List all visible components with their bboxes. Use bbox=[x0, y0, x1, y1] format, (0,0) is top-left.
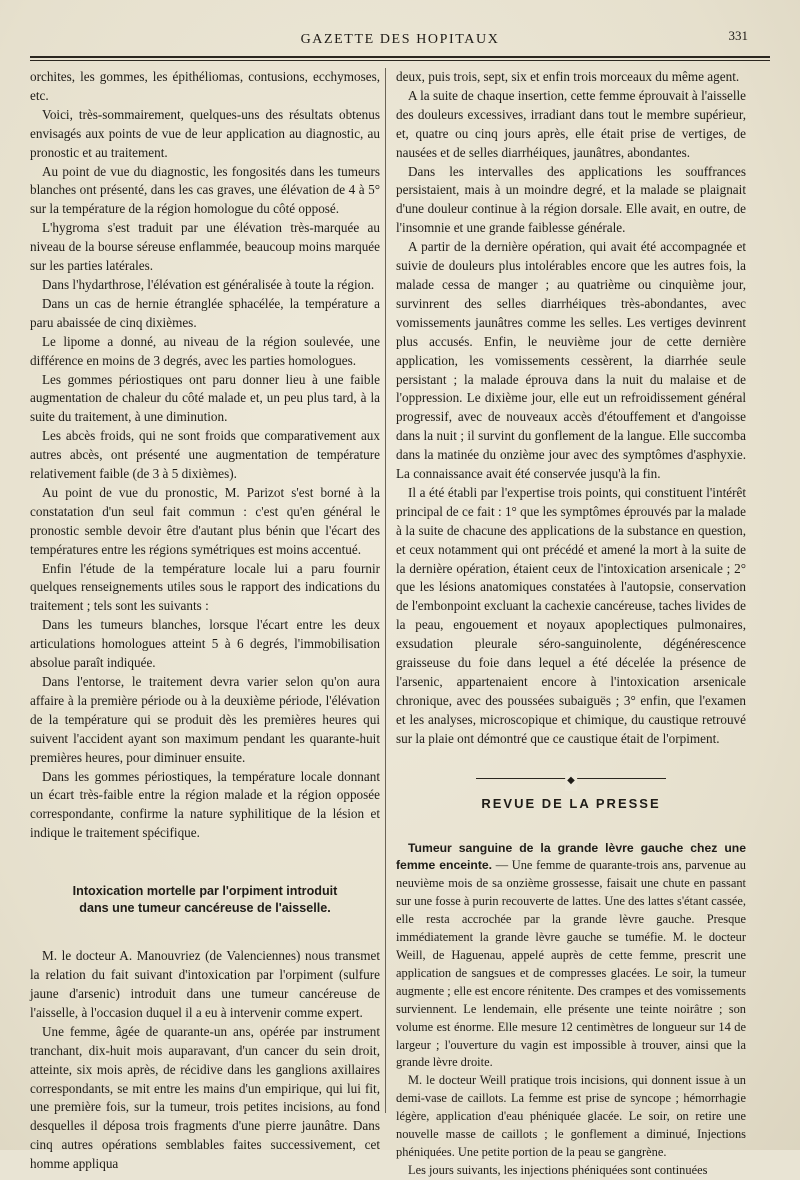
column-divider bbox=[385, 68, 386, 1113]
paragraph: M. le docteur A. Manouvriez (de Valenciennes) nous transmet la relation du fait suivant d'intoxication par l'orpiment (sulfure jaune d'arsenic) introduit dans une tumeur cancéreuse de l'aisselle, à l'occasion duquel il a eu à intervenir comme expert. bbox=[30, 948, 380, 1020]
article-lead: Tumeur sanguine de la grande lèvre gauche chez une femme enceinte. bbox=[396, 840, 746, 873]
paragraph: L'hygroma s'est traduit par une élévation très-marquée au niveau de la bourse séreuse enflammée, beaucoup moins marquée sur les parties latérales. bbox=[30, 220, 380, 274]
paragraph: Au point de vue du pronostic, M. Parizot s'est borné à la constatation d'un seul fait commun : c'est qu'en général le pronostic semble devoir être d'autant plus bénin que l'écart des températures entre les régions symétriques est moins accentué. bbox=[30, 484, 380, 557]
paragraph: Enfin l'étude de la température locale lui a paru fournir quelques renseignements utiles sous le rapport des indications du traitement ; tels sont les suivants : bbox=[30, 560, 380, 614]
paragraph: Il a été établi par l'expertise trois points, qui constituent l'intérêt principal de ce fait : 1° que les symptômes éprouvés par la malade à la suite de chacune des applications de la substance en question, et ceux notamment qui ont précédé et amené la mort à la suite de la dernière opération, étaient ceux de l'intoxication arsenicale ; 2° que les lésions anatomiques constatées à l'autopsie, conservation de l'embonpoint excluant la cachexie cancéreuse, taches livides de la peau, engouement et noyaux apoplectiques pulmonaires, exsudation pleurale séro-sanguinolente, dégénérescence graisseuse du foie dans lequel a été décelée la présence de l'arsenic, appartenaient encore à l'intoxication arsenicale chronique, avec des poussées subaiguës ; 3° enfin, que l'examen et les analyses, microscopique et chimique, du caustique retrouvé sur la plaie ont démontré que ce caustique était de l'orpiment. bbox=[396, 484, 746, 746]
paragraph: Les jours suivants, les injections phéniquées sont continuées bbox=[408, 1162, 708, 1177]
paragraph: Dans les intervalles des applications les souffrances persistaient, mais à un moindre degré, et la malade se plaignait d'une douleur continue à la région dorsale. Elle avait, en outre, de l'insomnie et une grande faiblesse générale. bbox=[396, 163, 746, 236]
paragraph: Dans les tumeurs blanches, lorsque l'écart entre les deux articulations homologues atteint 5 à 6 degrés, l'immobilisation absolue paraît indiquée. bbox=[30, 617, 380, 671]
paragraph: M. le docteur Weill pratique trois incisions, qui donnent issue à un demi-vase de caillots. La femme est prise de syncope ; hémorrhagie légère, application d'eau phéniquée glacée. Le soir, on retire une nouvelle masse de caillots ; le gonflement a diminué, Injections phéniquées. Une petite portion de la peau se gangrène. bbox=[396, 1073, 746, 1159]
left-column bbox=[30, 68, 380, 1174]
article-lead-text: — Une femme de quarante-trois ans, parvenue au neuvième mois de sa onzième grossesse, faisait une chute en passant sur une fosse à purin recouverte de lattes. Une des lattes s'étant cassée, elle resta accrochée par la grande lèvre gauche. Presque immédiatement la grande lèvre gauche se tuméfie. M. le docteur Weill, de Haguenau, appelé auprès de cette femme, prescrit une application de sangsues et de compresses glacées. Le soir, la tumeur augmente ; elle est encore rénitente. Des crampes et des vomissements surviennent. Le lendemain, elle présente une teinte noirâtre ; son volume est énorme. Elle mesure 12 centimètres de longueur sur 14 de largeur ; l'ouverture du vagin est impossible à trouver, ainsi que la grande lèvre droite. bbox=[396, 858, 746, 1070]
paragraph: Au point de vue du diagnostic, les fongosités dans les tumeurs blanches ont présenté, dans les cas graves, une élévation de 4 à 5° sur la température de la région homologue du côté opposé. bbox=[30, 163, 380, 217]
paragraph: A la suite de chaque insertion, cette femme éprouvait à l'aisselle des douleurs excessives, irradiant dans tout le membre supérieur, et, quatre ou cinq jours après, elle était prise de vertiges, de nausées et de selles diarrhéiques, jaunâtres, abondantes. bbox=[396, 87, 746, 160]
paragraph: A partir de la dernière opération, qui avait été accompagnée et suivie de douleurs plus intolérables encore que les autres fois, la malade cessa de manger ; au quatrième ou cinquième jour, survinrent des selles diarrhéiques très-abondantes, avec vomissements jaunâtres comme les selles. Les vertiges devinrent plus accusés. Enfin, le neuvième jour de cette dernière application, les vomissements cessèrent, la diarrhée seule persistant ; la malade éprouva dans la nuit du malaise et de l'oppression. Le dixième jour, elle eut un refroidissement général progressif, avec de nouveaux accès d'étouffement et d'angoisse dans la nuit ; il survint du gonflement de la langue. Elle succomba dans la matinée du onzième jour avec des symptômes d'asphyxie. La connaissance avait été conservée jusqu'à la fin. bbox=[396, 239, 746, 482]
paragraph: Voici, très-sommairement, quelques-uns des résultats obtenus envisagés aux points de vue de leur application au diagnostic, au pronostic et au traitement. bbox=[30, 106, 380, 160]
paragraph: Une femme, âgée de quarante-un ans, opérée par instrument tranchant, dix-huit mois auparavant, d'un cancer du sein droit, atteinte, six mois après, de récidive dans les ganglions axillaires correspondants, se mit entre les mains d'un empirique, qui lui fit, une première fois, sur la tumeur, trois petites incisions, au fond desquelles il déposa trois fragments d'une pierre jaunâtre. Dans cinq autres opérations semblables faites successivement, cet homme appliqua bbox=[30, 1023, 380, 1172]
paragraph: Dans l'entorse, le traitement devra varier selon qu'on aura affaire à la première période ou à la deuxième période, l'élévation de la température qui se produit dès les premières heures qui suivent l'accident ayant son maximum pendant les quarante-huit premières heures, pour diminuer ensuite. bbox=[30, 674, 380, 765]
paragraph: orchites, les gommes, les épithéliomas, contusions, ecchymoses, etc. bbox=[30, 69, 380, 103]
article-heading-line: dans une tumeur cancéreuse de l'aisselle. bbox=[79, 901, 331, 916]
paragraph: Dans les gommes périostiques, la température locale donnant un écart très-faible entre la région malade et la région opposée correspondante, confirme la nature syphilitique de la lésion et indique le traitement spécifique. bbox=[30, 768, 380, 841]
press-review bbox=[396, 840, 746, 1180]
section-separator bbox=[476, 774, 666, 786]
page-header bbox=[0, 26, 800, 56]
header-rule bbox=[30, 56, 770, 61]
separator-ornament: ◆ bbox=[565, 772, 577, 791]
paragraph: Dans l'hydarthrose, l'élévation est généralisée à toute la région. bbox=[42, 276, 375, 292]
paragraph: Les gommes périostiques ont paru donner lieu à une faible augmentation de chaleur du côté malade et, un peu plus tard, à la suite du traitement, à une diminution. bbox=[30, 371, 380, 425]
paragraph: Les abcès froids, qui ne sont froids que comparativement aux autres abcès, ont présenté une augmentation de température relativement faible (de 3 à 5 dixièmes). bbox=[30, 428, 380, 482]
paragraph: deux, puis trois, sept, six et enfin trois morceaux du même agent. bbox=[396, 69, 740, 84]
section-title: REVUE DE LA PRESSE bbox=[481, 795, 661, 811]
paragraph: Le lipome a donné, au niveau de la région soulevée, une différence en moins de 3 degrés, avec les parties homologues. bbox=[30, 333, 380, 368]
journal-title: GAZETTE DES HOPITAUX bbox=[300, 32, 500, 47]
article-heading bbox=[30, 883, 380, 917]
paragraph: Dans un cas de hernie étranglée sphacélée, la température a paru abaissée de cinq dixièmes. bbox=[30, 295, 380, 330]
right-column bbox=[396, 68, 746, 1180]
page-number: 331 bbox=[728, 28, 748, 43]
paragraph bbox=[396, 840, 746, 1073]
article-heading-line: Intoxication mortelle par l'orpiment introduit bbox=[72, 884, 338, 899]
